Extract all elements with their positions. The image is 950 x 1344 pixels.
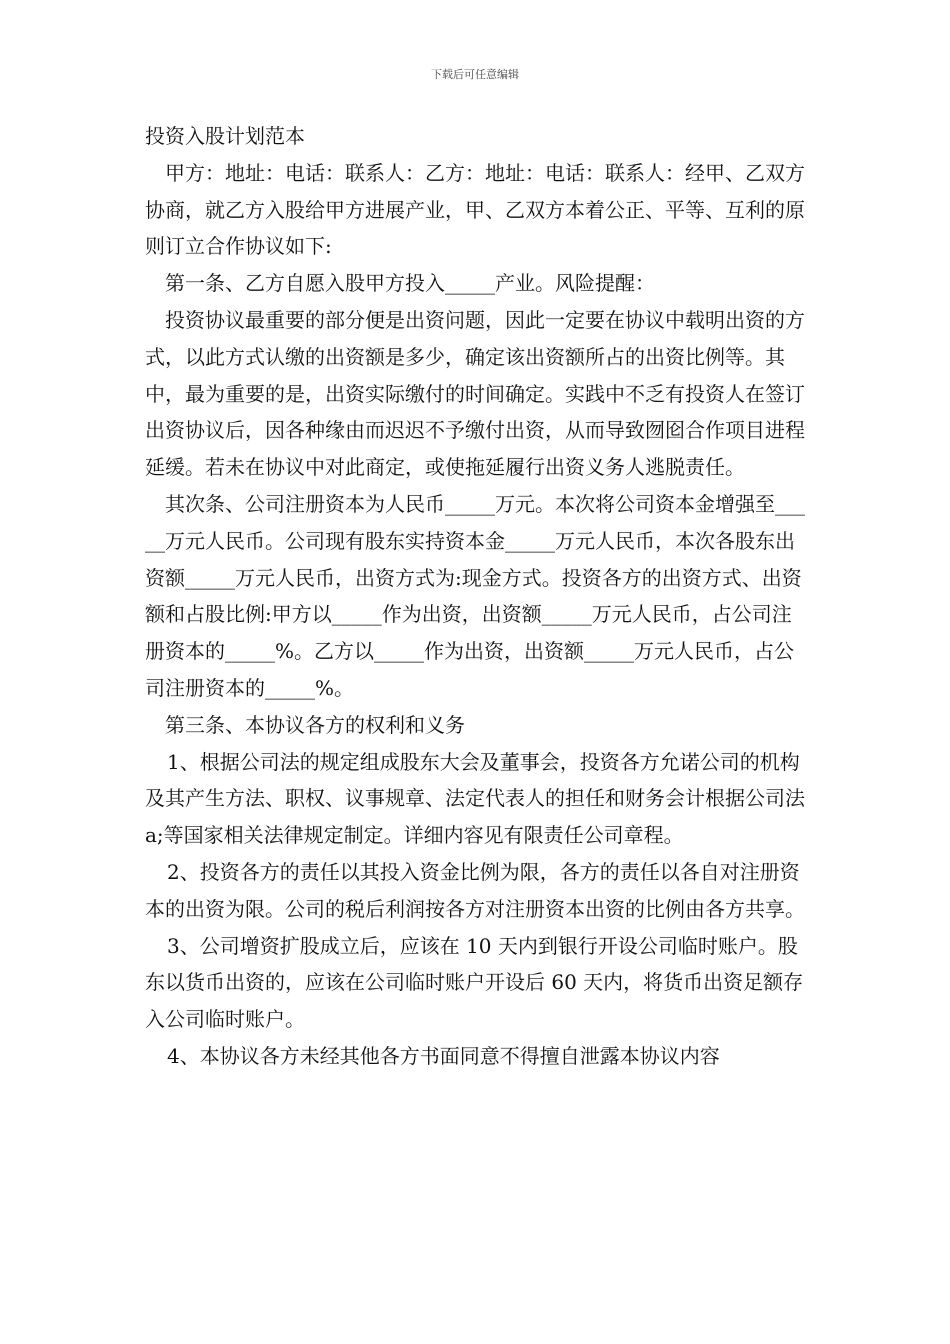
paragraph-clause-3: 3、公司增资扩股成立后，应该在 10 天内到银行开设公司临时账户。股东以货币出资的，应该在公司临时账户开设后 60 天内，将货币出资足额存入公司临时账户。	[145, 933, 804, 1032]
page-header: 下载后可任意编辑	[431, 68, 519, 81]
paragraph-clause-1: 1、根据公司法的规定组成股东大会及董事会，投资各方允诺公司的机构及其产生方法、职权、议事规章、法定代表人的担任和财务会计根据公司法 a;等国家相关法律规定制定。详细内容见有限责任公司章程。	[145, 749, 805, 848]
paragraph-article-1: 第一条、乙方自愿入股甲方投入_____产业。风险提醒：	[165, 271, 655, 296]
paragraph-clause-4: 4、本协议各方未经其他各方书面同意不得擅自泄露本协议内容	[167, 1043, 720, 1068]
document-title: 投资入股计划范本	[145, 124, 305, 148]
paragraph-parties: 甲方：地址：电话：联系人：乙方：地址：电话：联系人：经甲、乙双方协商，就乙方入股给甲方进展产业，甲、乙双方本着公正、平等、互利的原则订立合作协议如下:	[145, 160, 805, 259]
paragraph-article-2: 其次条、公司注册资本为人民币_____万元。本次将公司资本金增强至_____万元人民币。公司现有股东实持资本金_____万元人民币，本次各股东出资额_____万元人民币，出资方式为:现金方式。投资各方的出资方式、出资额和占股比例:甲方以_____作为出资，出资额_____万元人民币，占公司注册资本的_____%。乙方以_____作为出资，出资额_____万元人民币，占公司注册资本的_____%。	[145, 491, 805, 700]
paragraph-article-3: 第三条、本协议各方的权利和义务	[165, 712, 465, 737]
paragraph-risk-note: 投资协议最重要的部分便是出资问题，因此一定要在协议中载明出资的方式，以此方式认缴的出资额是多少，确定该出资额所占的出资比例等。其中，最为重要的是，出资实际缴付的时间确定。实践中不乏有投资人在签订出资协议后，因各种缘由而迟迟不予缴付出资，从而导致囫囵合作项目进程延缓。若未在协议中对此商定，或使拖延履行出资义务人逃脱责任。	[145, 307, 805, 480]
document-body	[145, 118, 810, 1075]
paragraph-clause-2: 2、投资各方的责任以其投入资金比例为限，各方的责任以各自对注册资本的出资为限。公司的税后利润按各方对注册资本出资的比例由各方共享。	[145, 859, 805, 921]
